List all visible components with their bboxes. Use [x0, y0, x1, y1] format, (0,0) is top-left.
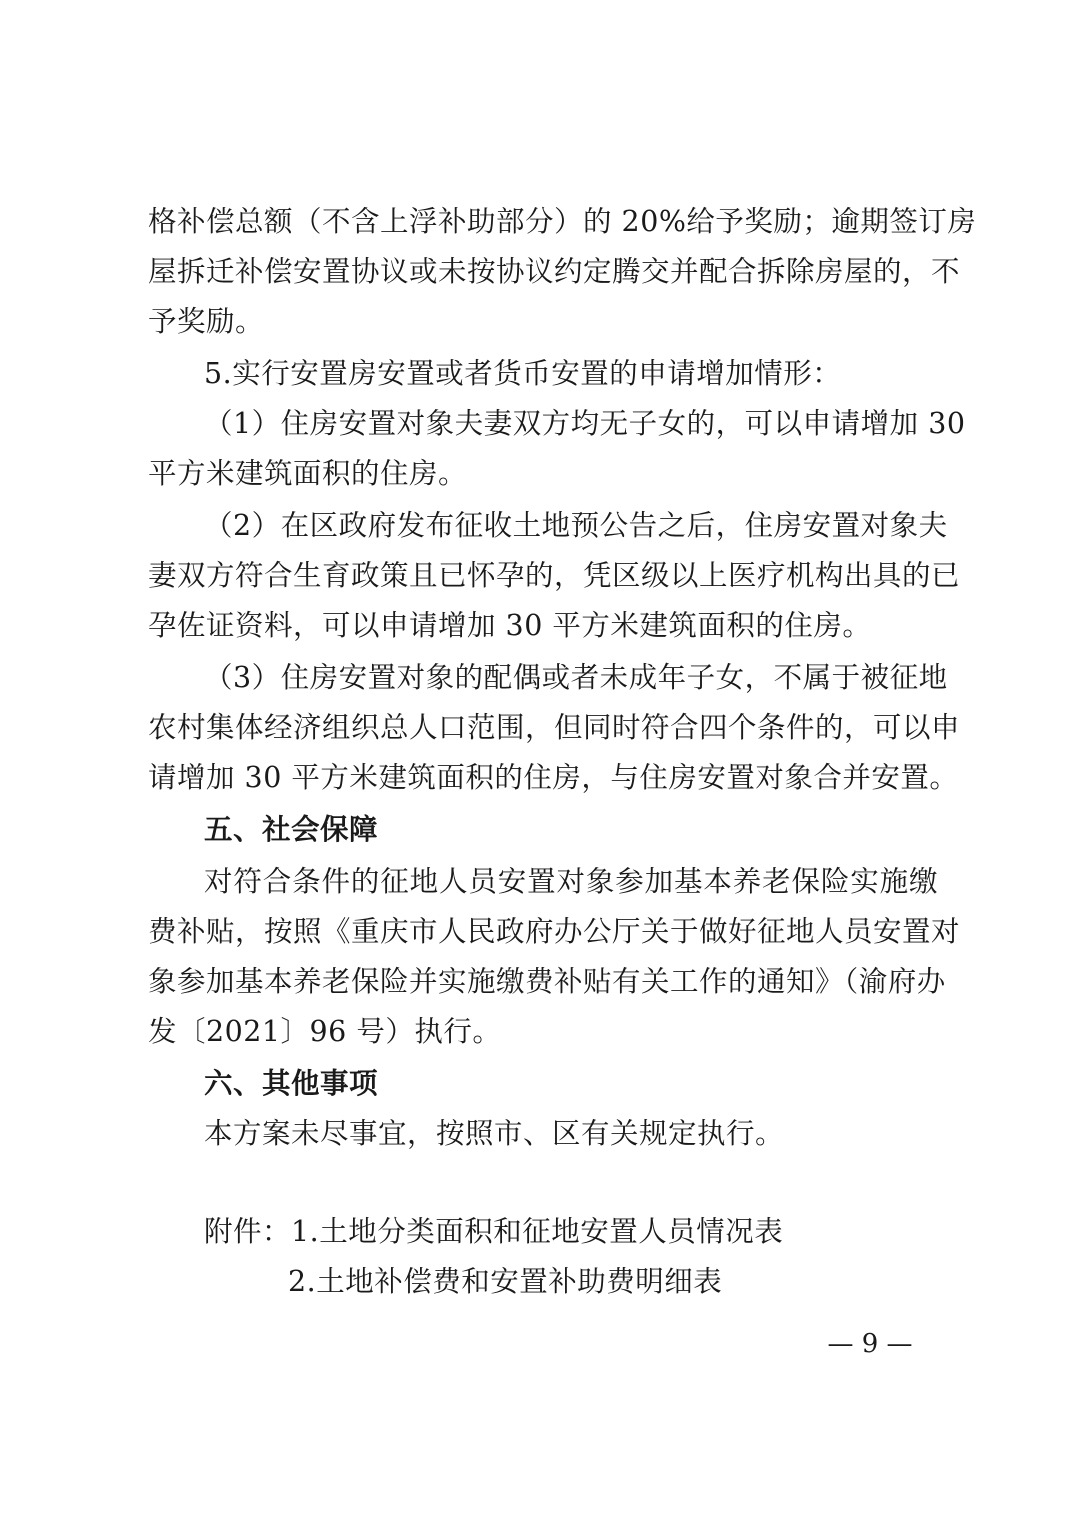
paragraph-line: 费补贴，按照《重庆市人民政府办公厅关于做好征地人员安置对 — [148, 915, 961, 948]
paragraph-line: 农村集体经济组织总人口范围，但同时符合四个条件的，可以申 — [148, 711, 961, 744]
section-heading: 六、其他事项 — [204, 1067, 379, 1100]
paragraph-line: （1）住房安置对象夫妻双方均无子女的，可以申请增加 30 — [204, 407, 966, 440]
paragraph-line: 平方米建筑面积的住房。 — [148, 457, 468, 490]
page-number: — 9 — — [827, 1329, 913, 1359]
paragraph-line: 屋拆迁补偿安置协议或未按协议约定腾交并配合拆除房屋的，不 — [148, 255, 961, 288]
paragraph-line: （2）在区政府发布征收土地预公告之后，住房安置对象夫 — [204, 509, 948, 542]
subsection-heading: 5.实行安置房安置或者货币安置的申请增加情形： — [204, 357, 842, 390]
paragraph-line: （3）住房安置对象的配偶或者未成年子女，不属于被征地 — [204, 661, 948, 694]
attachment-item: 附件：1.土地分类面积和征地安置人员情况表 — [204, 1215, 784, 1248]
paragraph-line: 予奖励。 — [148, 305, 265, 338]
paragraph-line: 本方案未尽事宜，按照市、区有关规定执行。 — [204, 1117, 785, 1150]
paragraph-line: 对符合条件的征地人员安置对象参加基本养老保险实施缴 — [204, 865, 938, 898]
attachment-item: 2.土地补偿费和安置补助费明细表 — [288, 1265, 723, 1298]
section-heading: 五、社会保障 — [204, 813, 379, 846]
paragraph-line: 格补偿总额（不含上浮补助部分）的 20%给予奖励；逾期签订房 — [148, 205, 977, 238]
paragraph-line: 发〔2021〕96 号）执行。 — [148, 1015, 502, 1048]
paragraph-line: 象参加基本养老保险并实施缴费补贴有关工作的通知》（渝府办 — [148, 965, 946, 998]
paragraph-line: 孕佐证资料，可以申请增加 30 平方米建筑面积的住房。 — [148, 609, 872, 642]
paragraph-line: 请增加 30 平方米建筑面积的住房，与住房安置对象合并安置。 — [148, 761, 959, 794]
paragraph-line: 妻双方符合生育政策且已怀孕的，凭区级以上医疗机构出具的已 — [148, 559, 961, 592]
